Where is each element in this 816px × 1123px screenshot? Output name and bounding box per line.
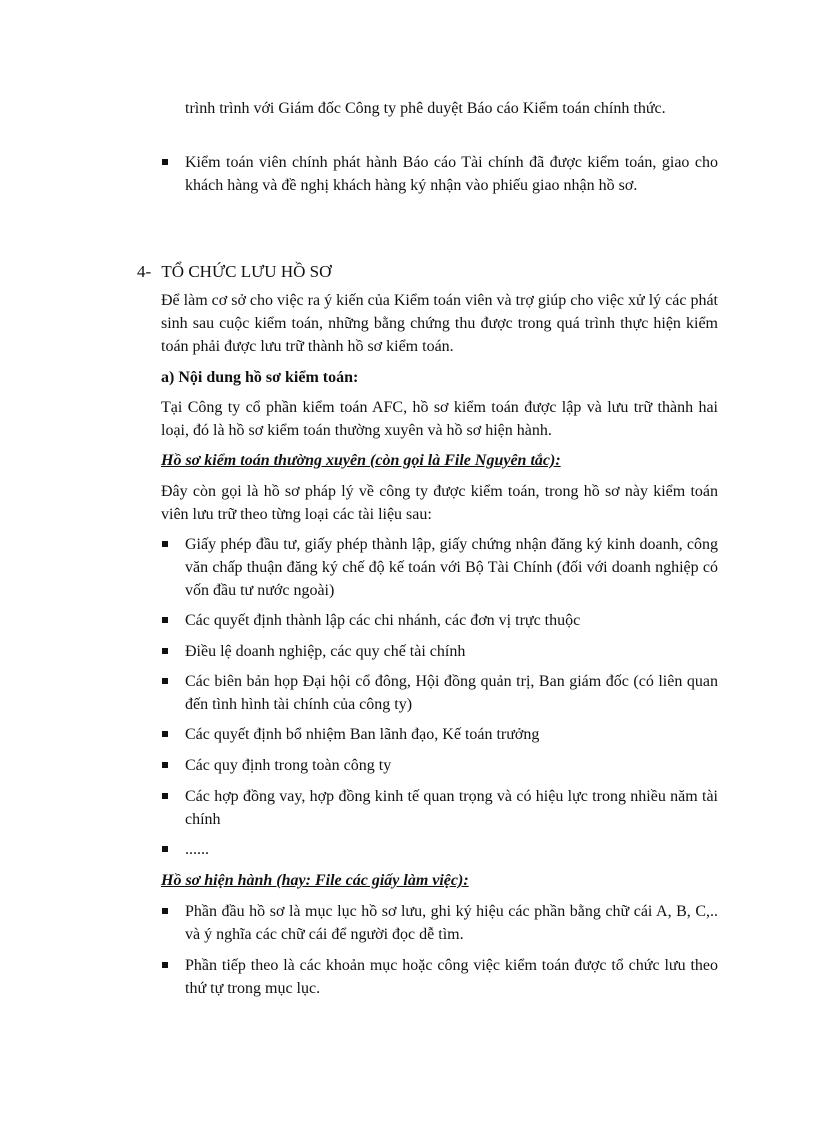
bullet-square-icon bbox=[162, 846, 168, 852]
bullet-continuation bbox=[185, 97, 718, 120]
section-heading bbox=[137, 260, 331, 283]
current-file-heading bbox=[161, 869, 718, 892]
bullet-square-icon bbox=[162, 762, 168, 768]
list-item bbox=[185, 670, 718, 716]
subsection-a-title-text: a) Nội dung hồ sơ kiểm toán: bbox=[161, 369, 359, 386]
section-title: TỔ CHỨC LƯU HỒ SƠ bbox=[161, 262, 332, 281]
bullet-square-icon bbox=[162, 617, 168, 623]
list-item-text: Các quy định trong toàn công ty bbox=[185, 757, 392, 774]
bullet-square-icon bbox=[162, 962, 168, 968]
bullet-square-icon bbox=[162, 648, 168, 654]
permanent-file-heading bbox=[161, 449, 718, 472]
list-item-text: Các biên bản họp Đại hội cổ đông, Hội đồng quản trị, Ban giám đốc (có liên quan đến tình hình tài chính của công ty) bbox=[185, 673, 718, 713]
list-item-text: ...... bbox=[185, 841, 209, 858]
permanent-file-intro bbox=[161, 480, 718, 526]
permanent-file-heading-text: Hồ sơ kiểm toán thường xuyên (còn gọi là File Nguyên tắc): bbox=[161, 452, 561, 469]
list-item bbox=[185, 954, 718, 1000]
list-item-text: Các hợp đồng vay, hợp đồng kinh tế quan trọng và có hiệu lực trong nhiều năm tài chính bbox=[185, 788, 718, 828]
list-item bbox=[185, 754, 718, 777]
section-intro bbox=[161, 289, 718, 358]
section-number: 4- bbox=[137, 262, 152, 281]
list-item bbox=[185, 533, 718, 602]
list-item bbox=[185, 609, 718, 632]
list-item-text: Giấy phép đầu tư, giấy phép thành lập, giấy chứng nhận đăng ký kinh doanh, công văn chấp thuận đăng ký chế độ kế toán với Bộ Tài Chính (đối với doanh nghiệp có vốn đầu tư nước ngoài) bbox=[185, 536, 718, 599]
bullet-square-icon bbox=[162, 793, 168, 799]
bullet-square-icon bbox=[162, 908, 168, 914]
list-item-text: Điều lệ doanh nghiệp, các quy chế tài chính bbox=[185, 643, 466, 660]
bullet-square-icon bbox=[162, 159, 168, 165]
subsection-a-text bbox=[161, 396, 718, 442]
list-item-text: Các quyết định thành lập các chi nhánh, các đơn vị trực thuộc bbox=[185, 612, 581, 629]
list-item bbox=[185, 785, 718, 831]
bullet-square-icon bbox=[162, 731, 168, 737]
subsection-a-title bbox=[161, 366, 718, 389]
bullet-square-icon bbox=[162, 541, 168, 547]
subsection-a-body: Tại Công ty cổ phần kiểm toán AFC, hồ sơ kiểm toán được lập và lưu trữ thành hai loại, đó là hồ sơ kiểm toán thường xuyên và hồ sơ hiện hành. bbox=[161, 399, 718, 439]
list-item bbox=[185, 640, 718, 663]
list-item bbox=[185, 900, 718, 946]
bullet-square-icon bbox=[162, 678, 168, 684]
bullet-text: trình trình với Giám đốc Công ty phê duyệt Báo cáo Kiểm toán chính thức. bbox=[185, 100, 666, 117]
list-item bbox=[185, 151, 718, 197]
list-item bbox=[185, 838, 718, 861]
list-item bbox=[185, 723, 718, 746]
current-file-heading-text: Hồ sơ hiện hành (hay: File các giấy làm việc): bbox=[161, 872, 469, 889]
bullet-text: Kiểm toán viên chính phát hành Báo cáo Tài chính đã được kiểm toán, giao cho khách hàng và đề nghị khách hàng ký nhận vào phiếu giao nhận hồ sơ. bbox=[185, 154, 718, 194]
list-item-text: Phần đầu hồ sơ là mục lục hồ sơ lưu, ghi ký hiệu các phần bằng chữ cái A, B, C,.. và ý nghĩa các chữ cái để người đọc dễ tìm. bbox=[185, 903, 718, 943]
list-item-text: Phần tiếp theo là các khoản mục hoặc công việc kiểm toán được tổ chức lưu theo thứ tự trong mục lục. bbox=[185, 957, 718, 997]
permanent-file-intro-text: Đây còn gọi là hồ sơ pháp lý về công ty được kiểm toán, trong hồ sơ này kiểm toán viên lưu trữ theo từng loại các tài liệu sau: bbox=[161, 483, 718, 523]
intro-text: Để làm cơ sở cho việc ra ý kiến của Kiểm toán viên và trợ giúp cho việc xử lý các phát sinh sau cuộc kiểm toán, những bằng chứng thu được trong quá trình thực hiện kiểm toán phải được lưu trữ thành hồ sơ kiểm toán. bbox=[161, 292, 718, 355]
list-item-text: Các quyết định bổ nhiệm Ban lãnh đạo, Kế toán trưởng bbox=[185, 726, 540, 743]
